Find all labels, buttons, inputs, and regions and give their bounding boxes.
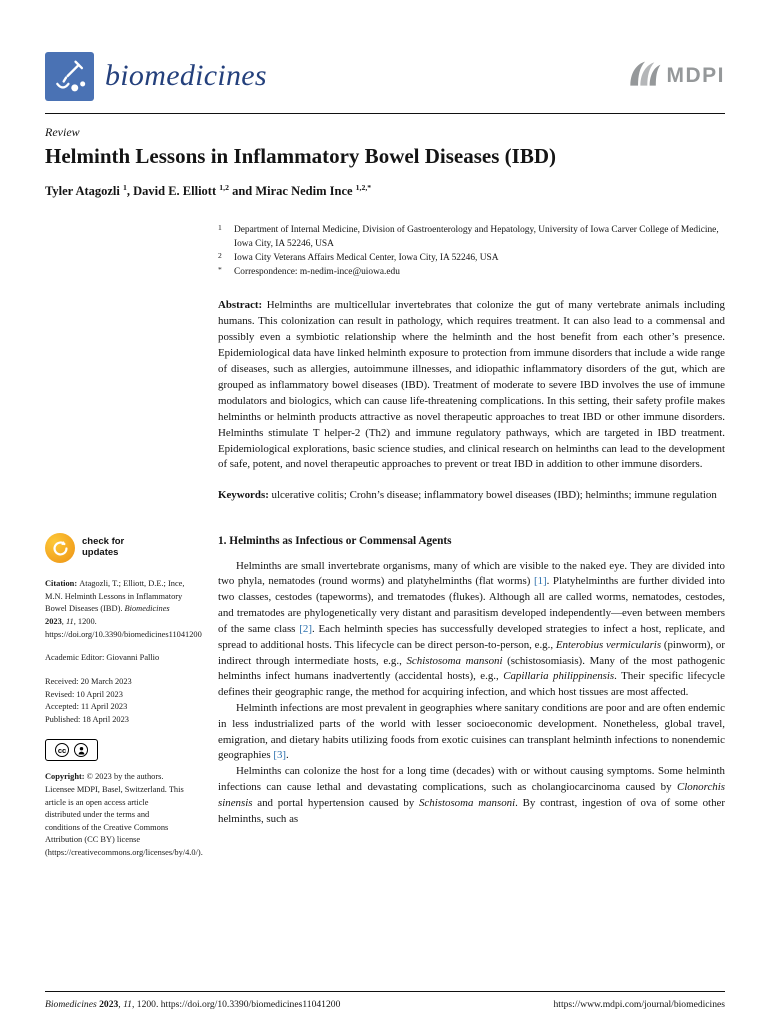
affiliation-row (218, 251, 725, 265)
text-segment: Atagozli, T.; Elliott, D.E.; Ince, M.N. Helminth Lessons in Inflammatory Bowel Diseases (IBD). (45, 579, 185, 614)
cc-by-person-icon (74, 743, 88, 757)
text-segment: Biomedicines (124, 604, 170, 614)
text-segment: Helminths can colonize the host for a long time (decades) with or without causing symptoms. Some helminth infections can cause lethal and devastating complications, such as cholangiocarcinoma caused by (218, 765, 725, 794)
inline-link[interactable]: https://doi.org/10.3390/biomedicines11041200 (45, 629, 202, 639)
affiliations-block (218, 223, 725, 279)
affiliation-marker: 1 (218, 222, 222, 232)
journal-wordmark: biomedicines (105, 59, 267, 92)
academic-editor: Academic Editor: Giovanni Pallio (45, 653, 160, 663)
text-segment: Capillaria philippinensis (503, 670, 615, 683)
text-segment: . Their specific lifecycle defines their geographic range, the method for acquiring infection, and which host tissues are most affected. (218, 670, 725, 699)
text-segment: Department of Internal Medicine, Division of Gastroenterology and Hepatology, University of Iowa Carver College of Medicine, Iowa City, IA 52246, USA (234, 224, 719, 249)
inline-link[interactable]: [1] (533, 575, 547, 588)
affiliation-text (234, 251, 725, 265)
text-segment: Enterobius vermicularis (555, 638, 662, 651)
citation-block (45, 578, 202, 641)
text-segment: (schistosomiasis). Many of the most pathogenic helminths infect humans inadvertently (accidental hosts), e.g., (218, 654, 725, 683)
text-segment: Helminth infections are most prevalent in geographies where sanitary conditions are poor and are often endemic in less industrialized parts of the world with lesser socioeconomic development. Nonetheless, global travel, emigration, and dietary habits utilizing foods from exotic cuisines can transplant helminth infections to nonendemic geographies (218, 701, 725, 762)
text-segment: © 2023 by the authors. Licensee MDPI, Basel, Switzerland. This article is an open access article distributed under the terms and conditions of the Creative Commons Attribution (CC BY) license ( (45, 772, 184, 858)
biomedicines-logo[interactable] (45, 52, 267, 101)
keywords-label: Keywords: (218, 489, 269, 502)
cc-icon: cc (55, 743, 69, 757)
footer-citation (45, 999, 340, 1010)
text-segment: . Platyhelminths are further divided into two classes, cestodes (tapeworms), and trematodes (flukes). Although all are called worms, nematodes, cestodes, and trematodes are phylogenetically very distant and parasitism developed independently—even between members of the same class (218, 575, 725, 635)
article-meta-sidebar (45, 533, 203, 870)
correspondence-row (218, 265, 725, 279)
text-segment: , (61, 617, 66, 627)
correspondence-marker: * (218, 265, 222, 275)
text-segment: Iowa City Veterans Affairs Medical Center, Iowa City, IA 52246, USA (234, 252, 499, 263)
mdpi-logo[interactable] (628, 59, 726, 94)
body-paragraph (218, 559, 725, 701)
text-segment: Schistosoma mansoni (418, 796, 516, 809)
mdpi-wordmark: MDPI (666, 64, 725, 87)
header-divider (45, 113, 725, 114)
affiliation-row (218, 223, 725, 251)
keywords-text: ulcerative colitis; Crohn’s disease; inflammatory bowel diseases (IBD); helminths; immune regulation (268, 489, 717, 502)
text-segment: and portal hypertension caused by (252, 796, 419, 809)
revised-date: Revised: 10 April 2023 (45, 689, 123, 699)
correspondence-text (234, 265, 725, 279)
body-paragraph (218, 764, 725, 827)
page-footer (45, 991, 725, 1010)
article-body (218, 533, 725, 870)
abstract-label: Abstract: (218, 299, 263, 312)
footer-journal-url[interactable]: https://www.mdpi.com/journal/biomedicines (553, 999, 725, 1010)
text-segment: , David E. Elliott (126, 183, 220, 198)
text-segment: Schistosoma mansoni (406, 654, 503, 667)
body-paragraph (218, 701, 725, 764)
text-segment: , (118, 999, 124, 1010)
text-segment: . (286, 749, 289, 762)
text-segment: . Each helminth species has successfully developed strategies to infect a host, replicate, and spread to additional hosts. This lifecycle can be direct person-to-person, e.g., (218, 622, 725, 651)
text-segment: , 1200. (73, 617, 97, 627)
mdpi-emblem-icon (628, 59, 662, 94)
text-segment: and Mirac Nedim Ince (228, 183, 356, 198)
article-type-label: Review (45, 125, 80, 139)
text-segment: , 1200. https://doi.org/10.3390/biomedicines11041200 (131, 999, 341, 1010)
authors-line (45, 184, 725, 199)
article-title: Helminth Lessons in Inflammatory Bowel Diseases (IBD) (45, 144, 557, 168)
inline-link[interactable]: https://creativecommons.org/licenses/by/4.0/ (47, 848, 198, 858)
abstract (218, 298, 725, 473)
text-segment: 2023 (45, 617, 62, 627)
published-date: Published: 18 April 2023 (45, 714, 129, 724)
text-segment: Helminths are small invertebrate organisms, many of which are visible to the naked eye. They are divided into two phyla, nematodes (round worms) and platyhelminths (flat worms) (218, 559, 725, 588)
footer-divider (45, 991, 725, 992)
affiliation-text (234, 223, 725, 251)
affiliation-marker: 2 (218, 250, 222, 260)
content-columns (45, 533, 725, 870)
section-heading: 1. Helminths as Infectious or Commensal Agents (218, 535, 452, 548)
text-segment: 1,2,* (355, 182, 372, 192)
cc-by-license-badge[interactable] (45, 739, 98, 761)
abstract-text: Helminths are multicellular invertebrates that colonize the gut of many vertebrate animals including humans. This colonization can result in pathology, which requires treatment. It can also lead to a commensal and possibly even a symbiotic relationship where the helminth and the host benefit from each other’s presence. Epidemiological data have linked helminth exposure to protection from immune disorders that include a wide range of diseases, such as allergies, autoimmune illnesses, and idiopathic inflammatory disorders of the gut, which are grouped as inflammatory bowel diseases (IBD). Treatment of moderate to severe IBD involves the use of immune modulators and biologics, which can cause life-threatening complications. In this setting, their safety profile makes helminths or helminth products attractive as novel therapeutic approaches to treat IBD or other immune disorders. Helminths stimulate T helper-2 (Th2) and immune regulatory pathways, which are targeted in IBD treatment. Epidemiological explorations, basic science studies, and clinical research on helminths can lead to the development of safe, potent, and novel therapeutic approaches to prevent or treat IBD in addition to other immune disorders. (218, 299, 725, 471)
copyright-block (45, 771, 203, 859)
inline-link[interactable]: m-nedim-ince@uiowa.edu (299, 267, 400, 278)
inline-link[interactable]: [2] (299, 622, 312, 635)
text-segment: . By contrast, ingestion of ova of some other helminths, such as (218, 796, 725, 825)
text-segment: Tyler Atagozli (45, 183, 123, 198)
text-segment: ). (197, 848, 203, 858)
text-segment: 2023 (99, 999, 119, 1010)
biomedicines-logo-icon (45, 52, 94, 101)
text-segment: Clonorchis sinensis (218, 781, 725, 809)
text-segment: Copyright: (45, 772, 87, 782)
check-for-updates-label: check for updates (82, 536, 125, 559)
inline-link[interactable]: [3] (273, 749, 287, 762)
text-segment: 1 (123, 182, 127, 192)
text-segment: (pinworm), or indirect through intermediate hosts, e.g., (218, 638, 725, 667)
text-segment: Citation: (45, 579, 80, 589)
journal-header (45, 50, 725, 102)
text-segment: 1,2 (219, 182, 229, 192)
accepted-date: Accepted: 11 April 2023 (45, 702, 128, 712)
check-for-updates-badge[interactable] (45, 533, 185, 563)
text-segment: 11 (65, 617, 74, 627)
text-segment: 11 (123, 999, 132, 1010)
text-segment: Correspondence: (234, 267, 300, 278)
crossmark-icon (45, 533, 75, 563)
keywords (218, 488, 725, 504)
history-dates (45, 676, 185, 726)
text-segment: Biomedicines (45, 999, 100, 1010)
received-date: Received: 20 March 2023 (45, 676, 132, 686)
